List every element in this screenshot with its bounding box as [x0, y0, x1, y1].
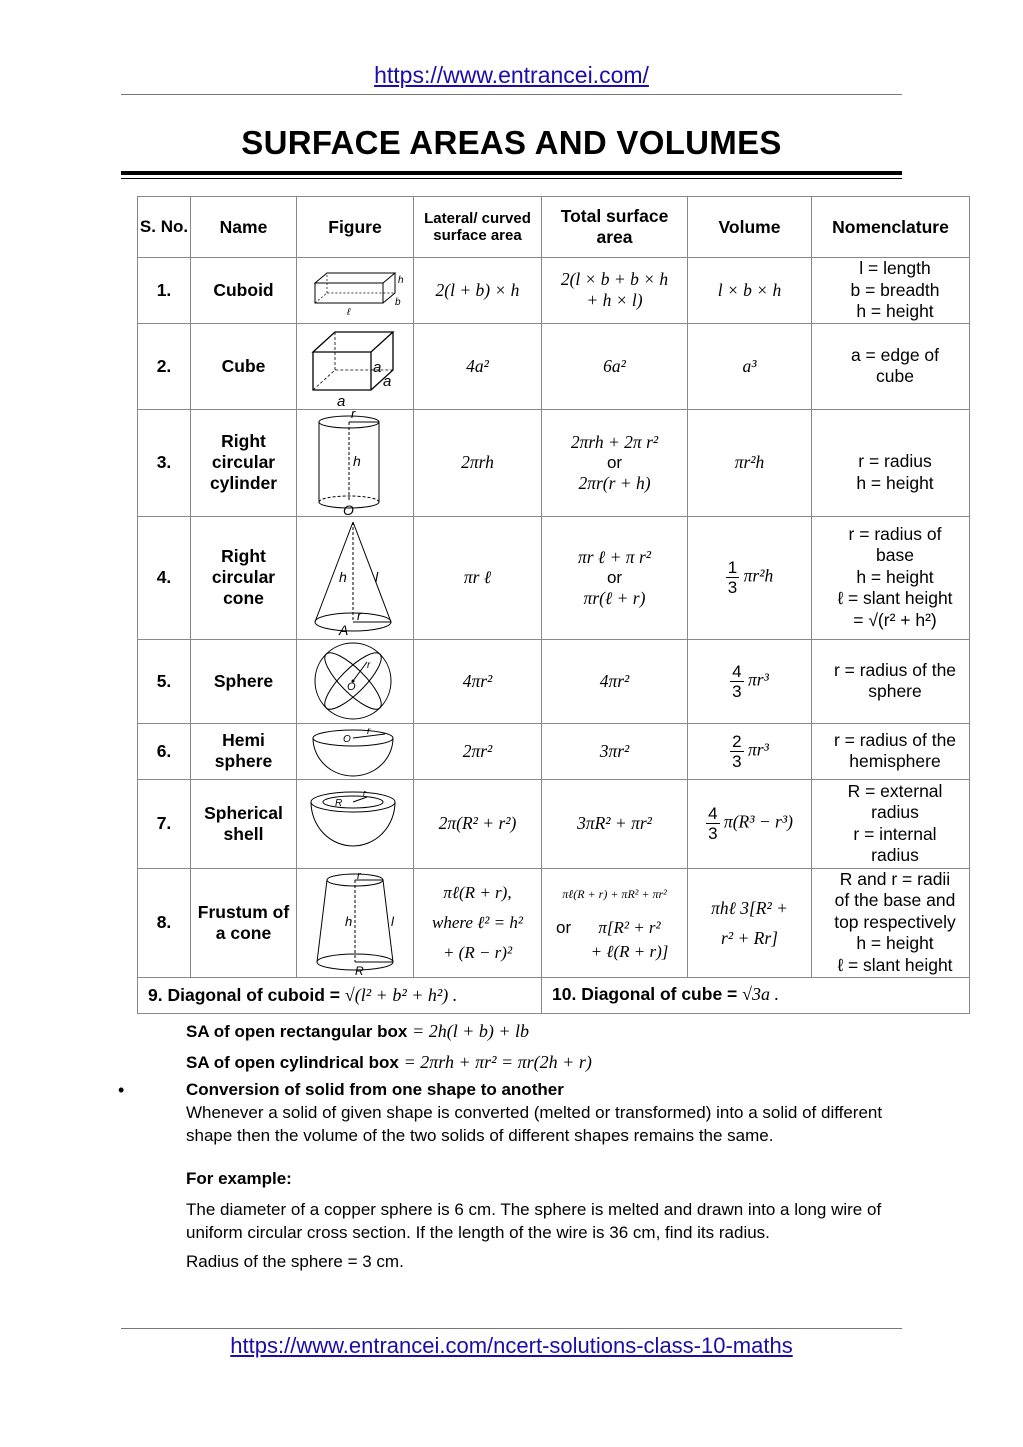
- volume-fraction: $\frac{2}{3}$: [732, 731, 742, 771]
- figure-cell: [297, 409, 414, 516]
- nom-line: R = external: [847, 780, 943, 801]
- figure-cell: [297, 723, 414, 779]
- volume-line: r² + Rr]: [721, 927, 778, 948]
- volume-rest: πr²h: [743, 565, 774, 586]
- fig-label: l: [391, 913, 394, 929]
- cone-figure: [305, 518, 405, 638]
- fig-label: R: [335, 797, 343, 809]
- row-lateral: 2πr²: [414, 723, 542, 779]
- row-nomenclature: [812, 323, 970, 409]
- tsa-line: + ℓ(R + r)]: [590, 941, 669, 961]
- row-lateral: 4a²: [414, 323, 542, 409]
- nom-line: b = breadth: [850, 279, 940, 300]
- hemisphere-figure: [305, 724, 405, 778]
- header-url: [0, 62, 1023, 89]
- cylinder-figure: [305, 410, 405, 515]
- table-header-row: [138, 197, 970, 258]
- open-box-formula: = 2h(l + b) + lb: [412, 1021, 530, 1041]
- row-lateral: 2π(R² + r²): [414, 779, 542, 868]
- tsa-line: or: [606, 452, 623, 472]
- row-tsa: [542, 516, 688, 639]
- fig-label: r: [357, 869, 361, 882]
- row-tsa: [542, 409, 688, 516]
- fig-label: h: [353, 453, 361, 469]
- tsa-line: 2πrh + 2π r²: [570, 431, 659, 452]
- row-name: Sphere: [191, 639, 297, 723]
- page-title: SURFACE AREAS AND VOLUMES: [241, 124, 782, 161]
- col-header-volume: Volume: [688, 197, 812, 258]
- fig-label: A: [339, 621, 349, 638]
- row-tsa: 3πr²: [542, 723, 688, 779]
- open-cyl-line: [186, 1051, 926, 1074]
- diagonal-cube-formula: √3a .: [742, 983, 780, 1004]
- table-row: [138, 779, 970, 868]
- nom-line: r = internal: [853, 823, 937, 844]
- fig-label: r: [367, 726, 371, 737]
- spherical-shell-figure: [305, 784, 405, 864]
- nom-line: = √(r² + h²): [853, 609, 937, 630]
- volume-line: πhℓ 3[R² +: [711, 897, 788, 918]
- lateral-line: πℓ(R + r),: [443, 882, 512, 902]
- tsa-line: πℓ(R + r) + πR² + πr²: [562, 886, 667, 901]
- tsa-line: or: [556, 917, 572, 937]
- footer-divider: [121, 1328, 902, 1329]
- fig-label: r: [367, 660, 371, 671]
- fig-label: r: [357, 607, 362, 623]
- diagonal-cuboid-formula: √(l² + b² + h²) .: [344, 984, 458, 1005]
- diagonal-row: [138, 977, 970, 1013]
- row-sno: 2.: [138, 323, 191, 409]
- table-row: [138, 323, 970, 409]
- table-row: [138, 639, 970, 723]
- nom-line: of the base and: [834, 890, 956, 911]
- nom-line: sphere: [868, 681, 922, 701]
- fig-label: R: [355, 963, 364, 976]
- table-row: [138, 516, 970, 639]
- row-nomenclature: [812, 723, 970, 779]
- diagonal-cuboid: [138, 977, 542, 1013]
- fig-label: h: [345, 913, 353, 929]
- header-divider: [121, 94, 902, 95]
- fig-label: a: [337, 393, 346, 408]
- volume-fraction: $\frac{4}{3}$: [732, 661, 742, 701]
- nom-line: a = edge of: [850, 344, 940, 365]
- row-name: Right circular cone: [191, 516, 297, 639]
- row-nomenclature: [812, 868, 970, 977]
- row-tsa: 3πR² + πr²: [542, 779, 688, 868]
- row-sno: 1.: [138, 258, 191, 324]
- row-name: Hemi sphere: [191, 723, 297, 779]
- row-volume: [688, 516, 812, 639]
- row-volume: [688, 779, 812, 868]
- conversion-text: Whenever a solid of given shape is converted (melted or transformed) into a solid of different shape then the volume of the two solids of different shapes remains the same.: [186, 1103, 883, 1145]
- table-row: [138, 723, 970, 779]
- nom-line: radius: [871, 845, 919, 865]
- row-lateral: 2(l + b) × h: [414, 258, 542, 324]
- fig-label: r: [351, 410, 356, 421]
- nom-line: r = radius: [858, 451, 932, 471]
- figure-cell: [297, 323, 414, 409]
- cube-figure: [305, 324, 405, 408]
- fig-label: a: [383, 373, 392, 390]
- row-tsa: 6a²: [542, 323, 688, 409]
- row-nomenclature: [812, 516, 970, 639]
- row-sno: 7.: [138, 779, 191, 868]
- nom-line: ℓ = slant height: [837, 954, 953, 975]
- radius-text: Radius of the sphere = 3 cm.: [186, 1252, 404, 1271]
- fig-label: r: [363, 787, 366, 798]
- nom-line: r = radius of the: [833, 729, 957, 750]
- row-tsa: [542, 258, 688, 324]
- diagonal-cuboid-label: 9. Diagonal of cuboid =: [148, 984, 341, 1005]
- conversion-heading: Conversion of solid from one shape to another: [186, 1080, 564, 1099]
- col-header-lateral: Lateral/ curved surface area: [414, 197, 542, 258]
- row-nomenclature: [812, 258, 970, 324]
- volume-fraction: $\frac{1}{3}$: [727, 558, 738, 597]
- tsa-line: πr(ℓ + r): [583, 587, 646, 608]
- figure-cell: [297, 868, 414, 977]
- example-heading: For example:: [186, 1169, 292, 1188]
- lateral-line: where ℓ² = h²: [432, 912, 523, 932]
- row-name: Frustum of a cone: [191, 868, 297, 977]
- fig-label: l: [375, 568, 379, 585]
- lateral-line: + (R − r)²: [442, 942, 513, 962]
- nom-line: R and r = radii: [839, 868, 951, 889]
- fig-label: O: [343, 502, 354, 515]
- example-text: The diameter of a copper sphere is 6 cm. The sphere is melted and drawn into a long wire of uniform circular cross section. If the length of the wire is 36 cm, find its radius.: [186, 1200, 882, 1242]
- row-lateral: 2πrh: [414, 409, 542, 516]
- notes-section: [186, 1020, 926, 1273]
- fig-label: a: [373, 359, 382, 376]
- row-sno: 5.: [138, 639, 191, 723]
- col-header-nomenclature: Nomenclature: [812, 197, 970, 258]
- fig-label: h: [398, 275, 404, 287]
- open-box-line: [186, 1020, 926, 1043]
- nom-line: r = radius of the: [833, 659, 957, 680]
- open-box-label: SA of open rectangular box: [186, 1022, 408, 1041]
- row-name: Cuboid: [191, 258, 297, 324]
- nom-line: h = height: [856, 566, 934, 587]
- bullet-icon: •: [118, 1080, 125, 1100]
- fig-label: O: [343, 734, 351, 745]
- col-header-name: Name: [191, 197, 297, 258]
- nom-line: hemisphere: [849, 751, 941, 771]
- formula-table: [137, 196, 970, 1014]
- tsa-line: π[R² + r²: [598, 917, 661, 937]
- row-lateral: [414, 868, 542, 977]
- row-name: Right circular cylinder: [191, 409, 297, 516]
- row-sno: 6.: [138, 723, 191, 779]
- tsa-line: 2(l × b + b × h: [560, 269, 669, 290]
- fig-label: ℓ: [347, 307, 351, 316]
- table-row: [138, 868, 970, 977]
- row-tsa: 4πr²: [542, 639, 688, 723]
- row-volume: l × b × h: [688, 258, 812, 324]
- table-row: [138, 258, 970, 324]
- row-volume: [688, 868, 812, 977]
- row-nomenclature: [812, 779, 970, 868]
- footer-link[interactable]: https://www.entrancei.com/ncert-solutions-class-10-maths: [230, 1333, 793, 1358]
- nom-line: r = radius of: [848, 523, 942, 544]
- figure-cell: [297, 639, 414, 723]
- frustum-figure: [305, 870, 405, 976]
- row-nomenclature: [812, 409, 970, 516]
- col-header-figure: Figure: [297, 197, 414, 258]
- volume-rest: πr³: [748, 739, 769, 760]
- fig-label: b: [395, 297, 401, 309]
- col-header-tsa: Total surface area: [542, 197, 688, 258]
- sphere-figure: [305, 640, 405, 722]
- row-name: Spherical shell: [191, 779, 297, 868]
- cuboid-figure: [305, 265, 405, 315]
- fig-label: h: [339, 568, 347, 585]
- row-nomenclature: [812, 639, 970, 723]
- row-name: Cube: [191, 323, 297, 409]
- row-volume: [688, 639, 812, 723]
- volume-fraction: $\frac{4}{3}$: [708, 804, 718, 843]
- nom-line: l = length: [859, 258, 931, 278]
- figure-cell: [297, 258, 414, 324]
- open-cyl-label: SA of open cylindrical box: [186, 1053, 399, 1072]
- tsa-line: or: [606, 567, 623, 587]
- row-volume: [688, 723, 812, 779]
- diagonal-cube: [542, 977, 970, 1013]
- nom-line: h = height: [856, 301, 934, 321]
- col-header-sno: S. No.: [138, 197, 191, 258]
- footer-url: [0, 1333, 1023, 1359]
- nom-line: base: [876, 545, 914, 566]
- tsa-line: πr ℓ + π r²: [578, 546, 651, 567]
- nom-line: radius: [871, 802, 919, 822]
- row-volume: πr²h: [688, 409, 812, 516]
- nom-line: top respectively: [834, 911, 956, 932]
- row-sno: 8.: [138, 868, 191, 977]
- figure-cell: [297, 516, 414, 639]
- row-lateral: 4πr²: [414, 639, 542, 723]
- row-sno: 3.: [138, 409, 191, 516]
- nom-line: h = height: [856, 472, 934, 493]
- volume-rest: πr³: [748, 669, 769, 690]
- row-volume: a³: [688, 323, 812, 409]
- table-row: [138, 409, 970, 516]
- volume-rest: π(R³ − r³): [723, 811, 793, 832]
- title-underline-thin: [121, 178, 902, 179]
- open-cyl-formula: = 2πrh + πr² = πr(2h + r): [403, 1052, 592, 1072]
- row-tsa: [542, 868, 688, 977]
- nom-line: cube: [876, 366, 914, 386]
- fig-label: O: [347, 681, 356, 693]
- diagonal-cube-label: 10. Diagonal of cube =: [552, 983, 738, 1004]
- title-underline-thick: [121, 171, 902, 175]
- header-link[interactable]: https://www.entrancei.com/: [374, 62, 649, 88]
- figure-cell: [297, 779, 414, 868]
- nom-line: h = height: [856, 933, 934, 954]
- row-lateral: πr ℓ: [414, 516, 542, 639]
- tsa-line: + h × l): [586, 290, 643, 311]
- tsa-line: 2πr(r + h): [578, 472, 651, 493]
- row-sno: 4.: [138, 516, 191, 639]
- nom-line: ℓ = slant height: [837, 588, 953, 609]
